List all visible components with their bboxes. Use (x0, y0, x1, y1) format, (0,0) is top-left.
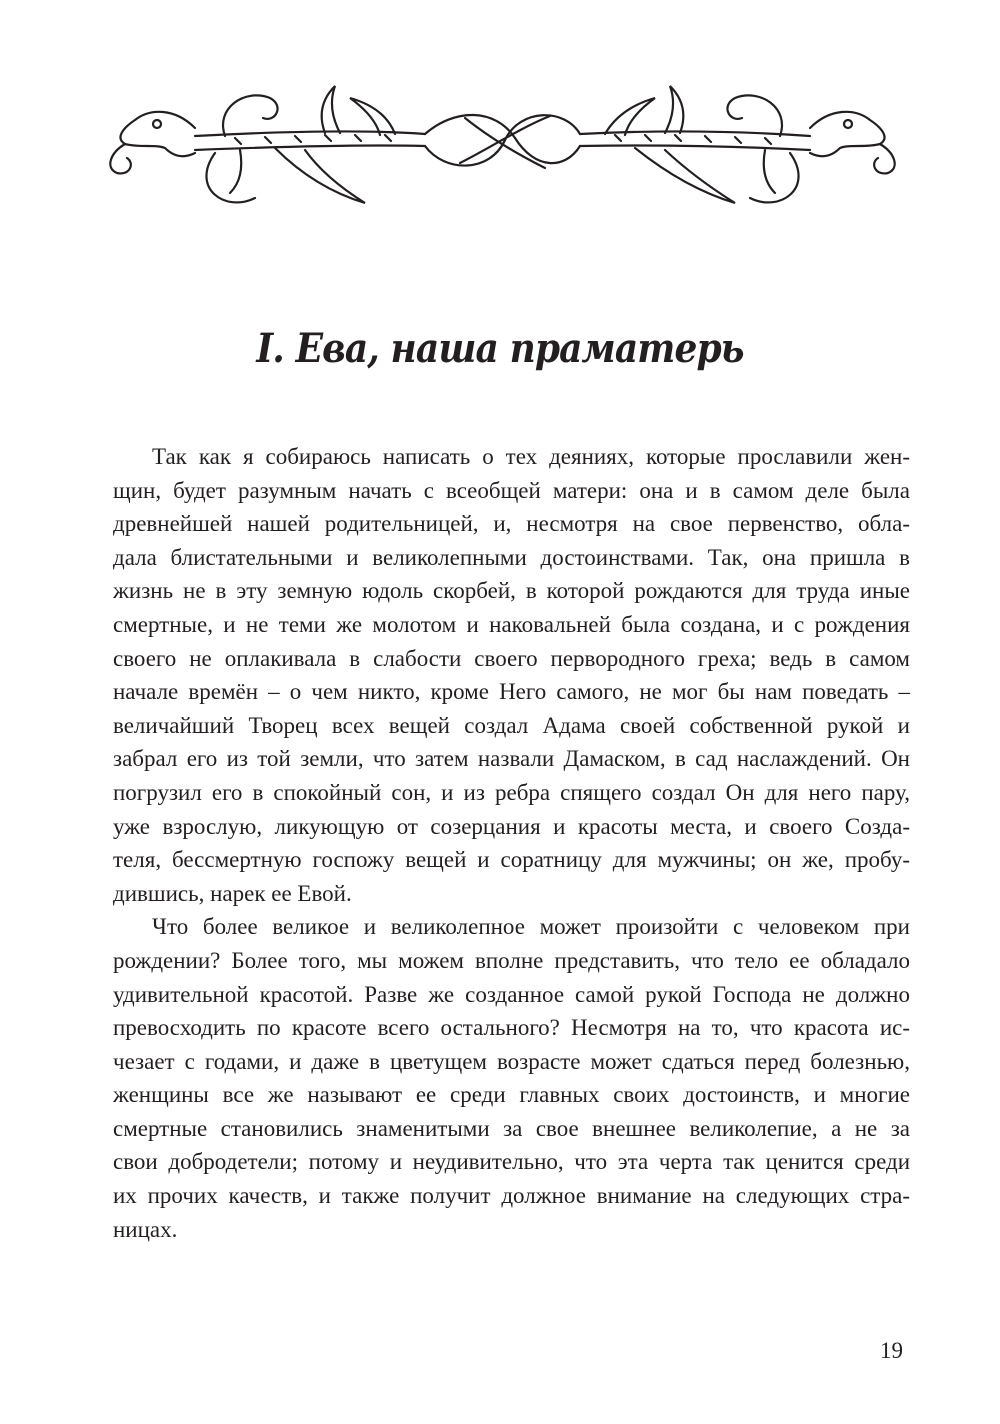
text-line: величайший Творец всех вещей создал Адама своей собственной рукой и (113, 712, 910, 738)
text-line: Что более великое и великолепное может произойти с человеком при (152, 914, 910, 940)
text-line: жизнь не в эту земную юдоль скорбей, в которой рождаются для труда иные (113, 578, 910, 604)
text-line: теля, бессмертную госпожу вещей и соратницу для мужчины; он же, пробу- (113, 847, 910, 873)
chapter-title: I. Ева, наша праматерь (256, 325, 744, 372)
text-line: дившись, нарек ее Евой. (113, 880, 352, 906)
text-line: чезает с годами, и даже в цветущем возрасте может сдаться перед болезнью, (113, 1048, 910, 1074)
text-line: удивительной красотой. Разве же созданное самой рукой Господа не должно (113, 981, 910, 1007)
text-line: рождении? Более того, мы можем вполне представить, что тело ее обладало (113, 947, 910, 973)
text-line: уже взрослую, ликующую от созерцания и красоты места, и своего Созда- (113, 813, 910, 839)
text-line: древнейшей нашей родительницей, и, несмотря на свое первенство, обла- (113, 511, 910, 537)
page-number: 19 (880, 1338, 903, 1363)
text-line: смертные, и не теми же молотом и наковальней была создана, и с рождения (113, 611, 910, 637)
text-line: свои добродетели; потому и неудивительно, что эта черта так ценится среди (113, 1149, 910, 1175)
paragraph (113, 910, 910, 1246)
text-line: погрузил его в спокойный сон, и из ребра спящего создал Он для него пару, (113, 779, 910, 805)
text-line: начале времён – о чем никто, кроме Него самого, не мог бы нам поведать – (113, 679, 910, 705)
decorative-ornament-headpiece (95, 78, 910, 218)
text-line: ницах. (113, 1216, 178, 1242)
text-line: забрал его из той земли, что затем назвали Дамаском, в сад наслаждений. Он (113, 746, 910, 772)
text-line: их прочих качеств, и также получит должное внимание на следующих стра- (113, 1183, 910, 1209)
body-text (113, 440, 910, 1246)
paragraph (113, 440, 910, 910)
text-line: Так как я собираюсь написать о тех деяниях, которые прославили жен- (152, 444, 910, 469)
text-line: дала блистательными и великолепными достоинствами. Так, она пришла в (113, 544, 910, 570)
text-line: щин, будет разумным начать с всеобщей матери: она и в самом деле была (113, 477, 910, 503)
text-line: своего не оплакивала в слабости своего первородного греха; ведь в самом (113, 645, 910, 671)
text-line: смертные становились знаменитыми за свое внешнее великолепие, а не за (113, 1115, 910, 1141)
text-line: женщины все же называют ее среди главных своих достоинств, и многие (113, 1082, 910, 1108)
text-line: превосходить по красоте всего остального? Несмотря на то, что красота ис- (113, 1015, 910, 1041)
